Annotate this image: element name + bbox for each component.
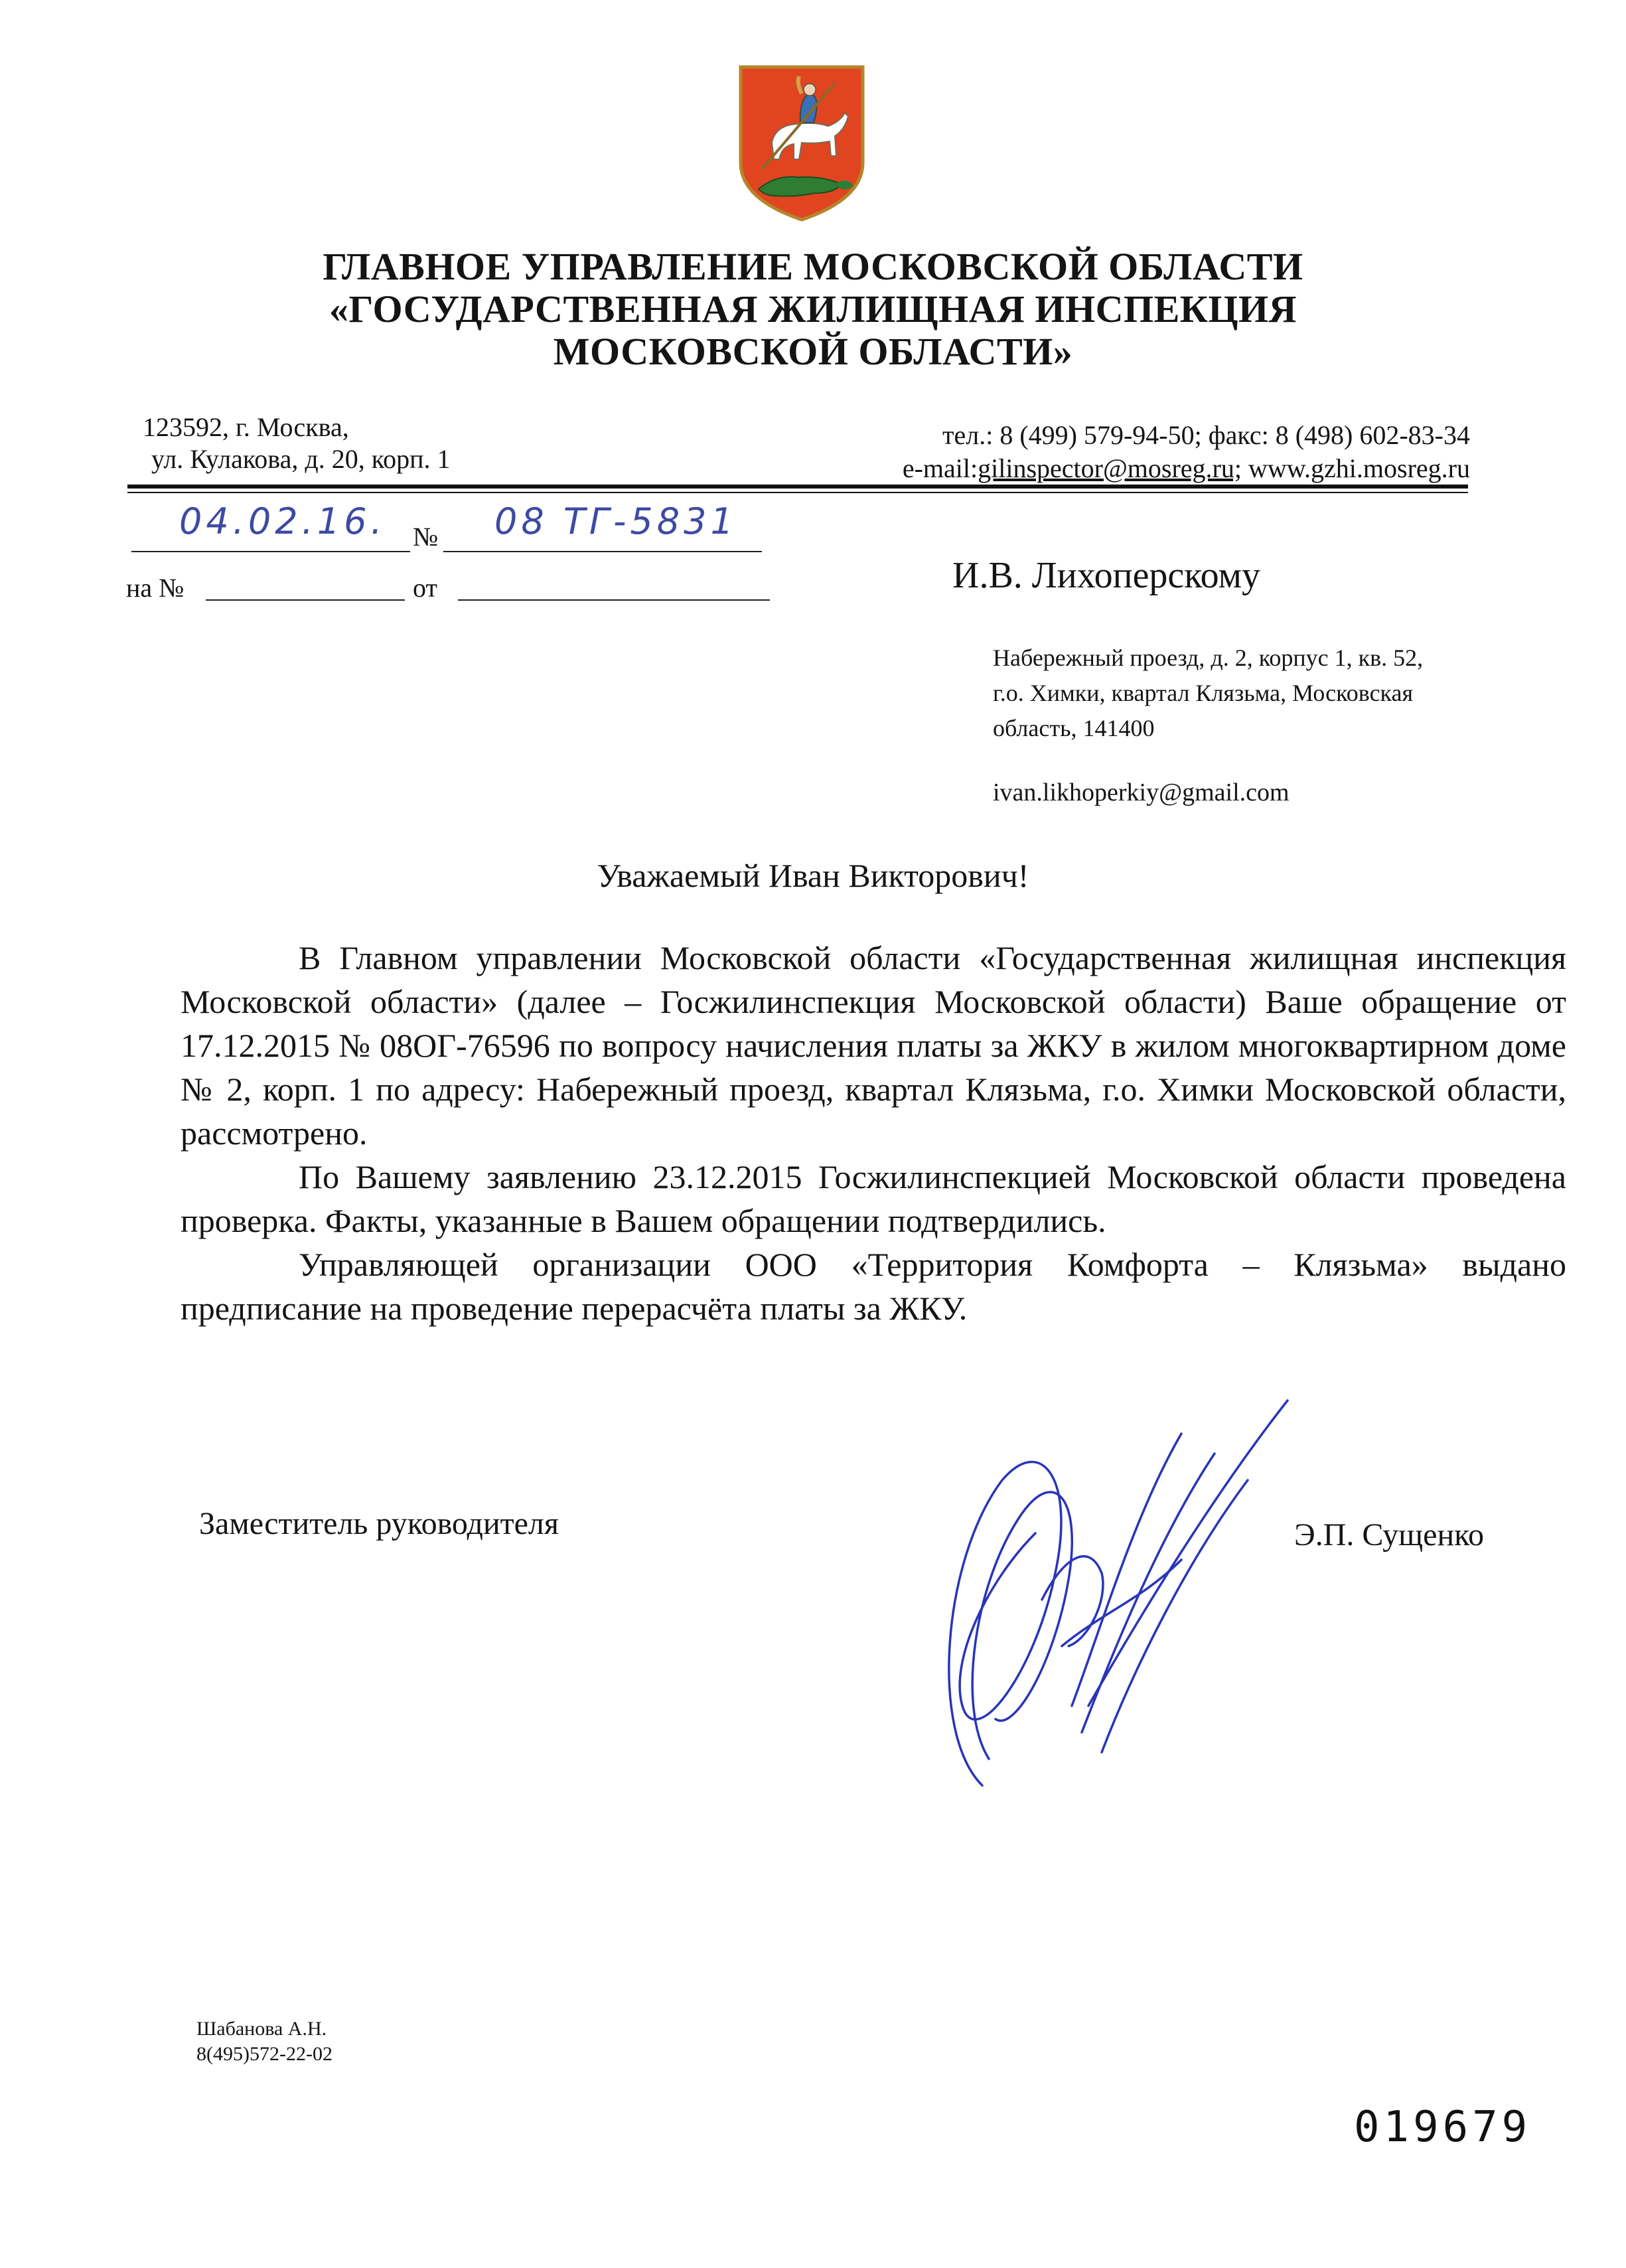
body-paragraph-1: В Главном управлении Московской области «Государственная жилищная инспекция Московской области» (далее – Госжилинспекция Московской области) Ваше обращение от 17.12.2015 № 08ОГ-76596 по вопросу начисления платы за ЖКУ в жилом многоквартирном доме № 2, корп. 1 по адресу: Набережный проезд, квартал Клязьма, г.о. Химки Московской области, рассмотрено. [181,939,1566,1152]
from-label: от [413,573,437,603]
signer-title: Заместитель руководителя [199,1506,559,1541]
reference-label: на № [126,573,185,603]
recipient-email: ivan.likhoperkiy@gmail.com [993,779,1290,806]
number-label: № [413,522,439,552]
coat-of-arms-emblem [735,63,868,222]
body-paragraph-2: По Вашему заявлению 23.12.2015 Госжилинспекцией Московской области проведена проверка. Факты, указанные в Вашем обращении подтвердились. [181,1158,1566,1239]
date-field-line [131,551,410,552]
recipient-name: И.В. Лихоперскому [952,555,1261,596]
body-paragraph-3: Управляющей организации ООО «Территория Комфорта – Клязьма» выдано предписание на проведение перерасчёта платы за ЖКУ. [181,1246,1566,1327]
handwritten-signature [903,1361,1301,1825]
registration-number: 08 ТГ-5831 [494,500,737,542]
org-title-line3: МОСКОВСКОЙ ОБЛАСТИ» [553,330,1073,373]
header-rule-thin [127,492,1468,493]
signer-name: Э.П. Сущенко [1294,1517,1485,1552]
org-title-line2: «ГОСУДАРСТВЕННАЯ ЖИЛИЩНАЯ ИНСПЕКЦИЯ [329,287,1297,331]
org-address-line1: 123592, г. Москва, [143,412,349,442]
org-email-web [903,453,1470,484]
executor-phone: 8(495)572-22-02 [196,2043,333,2065]
registration-date: 04.02.16. [179,500,386,542]
org-website[interactable]: www.gzhi.mosreg.ru [1241,453,1470,483]
recipient-address-line3: область, 141400 [993,715,1155,741]
reference-number-field-line [206,599,405,601]
recipient-address-line1: Набережный проезд, д. 2, корпус 1, кв. 52, [993,644,1424,671]
org-title-line1: ГЛАВНОЕ УПРАВЛЕНИЕ МОСКОВСКОЙ ОБЛАСТИ [323,245,1303,288]
reference-date-field-line [458,599,770,601]
org-email-link[interactable]: gilinspector@mosreg.ru; [978,453,1242,483]
number-field-line [443,551,762,552]
org-address-line2: ул. Кулакова, д. 20, корп. 1 [151,444,451,474]
email-label: e-mail: [902,453,978,483]
header-rule-thick [127,485,1468,489]
executor-name: Шабанова А.Н. [196,2018,327,2040]
document-serial-number: 019679 [1354,2103,1532,2152]
org-phone-fax: тел.: 8 (499) 579-94-50; факс: 8 (498) 602-83-34 [942,420,1470,450]
recipient-address-line2: г.о. Химки, квартал Клязьма, Московская [993,680,1414,706]
salutation: Уважаемый Иван Викторович! [597,857,1029,894]
letter-body [181,936,1566,1330]
